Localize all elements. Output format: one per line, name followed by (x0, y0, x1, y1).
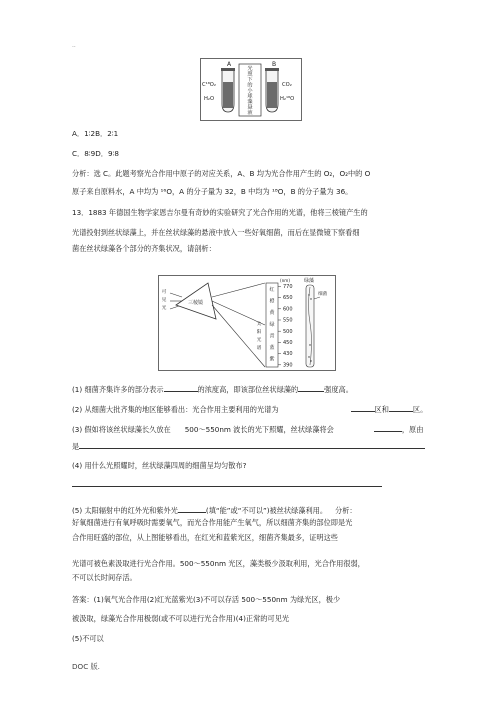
sunlight-label-char: 阳 (256, 330, 262, 335)
algae-tube (306, 285, 314, 367)
q2-blank-2[interactable] (389, 404, 413, 412)
question-3-cont: 是 (72, 441, 425, 451)
spectrum-color-label: 紫 (269, 356, 275, 363)
q13-line-2: 光谱投射到丝状绿藻上，并在丝状绿藻的悬液中放入一些好氧细菌，而后在显微镜下察看细 (72, 228, 360, 237)
center-box-char: 藻 (247, 99, 253, 105)
sunlight-label-char: 光 (256, 338, 262, 343)
answer-line-2: 被汲取，绿藻光合作用极弱(或不可以进行光合作用)(4)正常的可见光 (72, 614, 290, 623)
answer-line-1: 答案：(1)氧气光合作用(2)红光蓝紫光(3)不可以存活 500～550nm 为绿光区，极少 (72, 595, 341, 604)
analysis2-line-3: 光谱可被色素汲取进行光合作用。500～550nm 光区，藻类极少汲取利用，光合作用很弱， (72, 559, 365, 568)
center-box-char: 光 (247, 66, 253, 72)
answer-line-3: (5)不可以 (72, 634, 104, 643)
q13-line-3: 菌在丝状绿藻各个部分的齐集状况，请剖析： (72, 244, 216, 253)
q4-answer-line[interactable] (72, 486, 382, 487)
center-box-char: 液 (247, 110, 253, 116)
center-box-char: 小 (247, 88, 253, 94)
spectrum-color-label: 橙 (269, 298, 275, 305)
sunlight-label-char: 太 (256, 322, 262, 327)
spectrum-color-label: 青 (269, 333, 275, 340)
q5-blank[interactable] (178, 505, 206, 513)
question-3: (3) 假如将该丝状绿藻长久放在 500～550nm 波长的光下照耀，丝状绿藻将会 ，原由 (72, 425, 424, 434)
bacteria-label: 细菌 (318, 292, 328, 297)
algae-label: 绿藻 (304, 278, 315, 284)
question-4: (4) 用什么光照耀时，丝状绿藻四周的细菌呈均匀散布? (72, 461, 247, 470)
wavelength-label: 600 (283, 306, 293, 313)
left-gas-label: C¹⁸O₂ (202, 82, 216, 88)
left-water-label: H₂O (204, 96, 215, 102)
center-box-char: 球 (247, 93, 253, 100)
q1-blank-1[interactable] (164, 384, 198, 392)
spectrum-color-label: 蓝 (269, 345, 275, 351)
center-box-char: 悬 (247, 104, 253, 111)
analysis1-line-1: 分析：选 C。此题考察光合作用中原子的对应关系，A、B 均为光合作用产生的 O₂，O₂中的 O (72, 169, 371, 178)
center-box-char: 照 (247, 71, 253, 78)
options-line-1: A．1∶2B．2∶1 (72, 129, 119, 138)
wavelength-label: 550 (283, 317, 293, 324)
figure-prism-spectrum (158, 275, 336, 371)
analysis2-line-2: 合作用旺盛的部位，从上图能够看出，在红光和蓝紫光区，细菌齐集最多，证明这些 (72, 533, 338, 542)
question-5: (5) 太阳辐射中的红外光和紫外光 (填“能”或“不可以”)被丝状绿藻利用。 分析： (72, 506, 357, 515)
light-label-char: 可 (161, 290, 167, 295)
center-box-char: 的 (247, 82, 253, 89)
wavelength-label: 390 (283, 362, 293, 369)
analysis2-line-4: 不可以长时间存活。 (72, 573, 137, 582)
wavelength-label: 500 (283, 328, 293, 335)
q3-blank-1[interactable] (374, 424, 402, 432)
sunlight-label-char: 谱 (256, 346, 262, 351)
tube-b-label: B (272, 61, 277, 68)
q13-line-1: 13．1883 年德国生物学家恩吉尔曼有奇妙的实验研究了光合作用的光谱，他将三棱镜产生的 (72, 208, 368, 217)
footer-label: DOC 版. (72, 662, 100, 671)
wavelength-label: 650 (283, 295, 293, 302)
question-2: (2) 从细菌大批齐集的地区能够看出：光合作用主要利用的光谱为 区和 区。 (72, 405, 428, 414)
wavelength-unit: (nm) (280, 278, 291, 283)
wavelength-label: 770 (283, 284, 293, 290)
light-label-char: 见 (161, 298, 167, 303)
q2-blank-1[interactable] (351, 404, 375, 412)
q1-blank-2[interactable] (298, 384, 324, 392)
header-mark: .. (72, 42, 76, 49)
question-1: (1) 细菌齐集许多的部分表示 的浓度高，即该部位丝状绿藻的 强度高。 (72, 385, 353, 394)
spectrum-color-label: 红 (269, 287, 275, 293)
analysis1-line-2: 原子来自原料水，A 中均为 ¹⁶O，A 的分子量为 32，B 中均为 ¹⁸O，B 的分子量为 36。 (72, 187, 353, 196)
spectrum-color-label: 绿 (269, 321, 275, 328)
q3-blank-2[interactable] (79, 441, 425, 449)
wavelength-label: 430 (283, 351, 293, 358)
center-box-char: 下 (247, 77, 253, 83)
right-gas-label: CO₂ (282, 82, 292, 88)
light-label-char: 光 (161, 306, 167, 311)
options-line-2: C．8∶9D．9∶8 (72, 149, 119, 158)
figure-test-tubes (200, 58, 302, 121)
prism-label: 三棱镜 (188, 300, 204, 306)
tube-a-label: A (227, 61, 232, 68)
analysis2-line-1: 好氧细菌进行有氧呼吸时需要氧气，而光合作用能产生氧气，所以细菌齐集的部位即是光 (72, 518, 353, 527)
right-water-label: H₂¹⁸O (280, 96, 295, 102)
spectrum-color-label: 黄 (269, 310, 275, 317)
wavelength-label: 450 (283, 340, 293, 346)
